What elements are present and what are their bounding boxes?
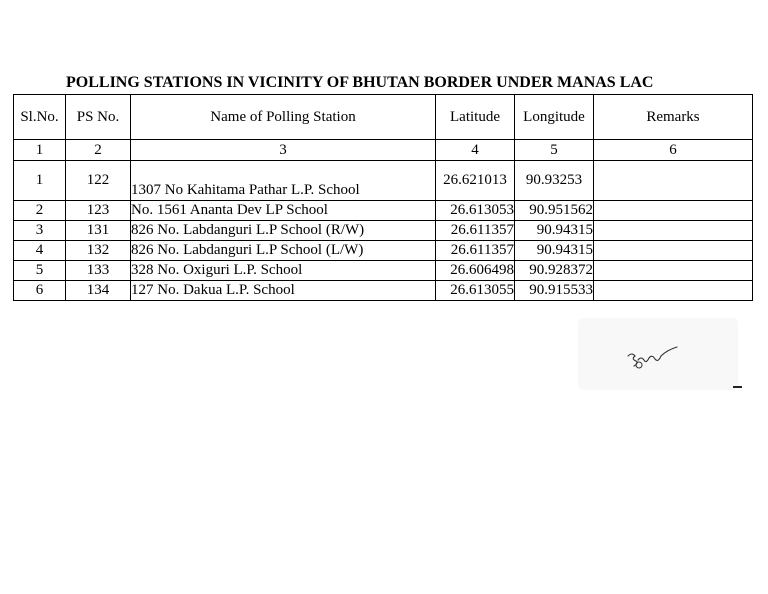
table-row [14, 221, 753, 241]
table-row [14, 261, 753, 281]
cell-latitude: 26.613055 [436, 281, 515, 301]
cell-psno: 131 [66, 221, 131, 241]
handwritten-signature [600, 340, 690, 374]
cell-psno: 132 [66, 241, 131, 261]
cell-remarks [594, 201, 753, 221]
cell-slno: 3 [14, 221, 66, 241]
cell-longitude: 90.928372 [515, 261, 594, 281]
cell-latitude: 26.611357 [436, 241, 515, 261]
cell-slno: 4 [14, 241, 66, 261]
cell-latitude: 26.621013 [436, 161, 515, 201]
cell-longitude: 90.951562 [515, 201, 594, 221]
cell-longitude: 90.94315 [515, 221, 594, 241]
column-number: 5 [515, 140, 594, 161]
cell-longitude: 90.94315 [515, 241, 594, 261]
cell-slno: 5 [14, 261, 66, 281]
cell-psno: 134 [66, 281, 131, 301]
table-row [14, 201, 753, 221]
signature-dash [733, 386, 742, 388]
cell-longitude: 90.93253 [515, 161, 594, 201]
cell-slno: 1 [14, 161, 66, 201]
cell-name: No. 1561 Ananta Dev LP School [131, 201, 436, 221]
cell-psno: 123 [66, 201, 131, 221]
cell-remarks [594, 161, 753, 201]
cell-remarks [594, 241, 753, 261]
cell-latitude: 26.606498 [436, 261, 515, 281]
polling-stations-table [13, 94, 753, 301]
column-number: 2 [66, 140, 131, 161]
cell-name: 127 No. Dakua L.P. School [131, 281, 436, 301]
cell-psno: 133 [66, 261, 131, 281]
column-header-slno: Sl.No. [14, 95, 66, 140]
column-header-latitude: Latitude [436, 95, 515, 140]
column-number: 1 [14, 140, 66, 161]
cell-psno: 122 [66, 161, 131, 201]
cell-slno: 2 [14, 201, 66, 221]
column-header-remarks: Remarks [594, 95, 753, 140]
cell-latitude: 26.611357 [436, 221, 515, 241]
column-number: 4 [436, 140, 515, 161]
column-number: 6 [594, 140, 753, 161]
table-row [14, 241, 753, 261]
cell-name: 826 No. Labdanguri L.P School (L/W) [131, 241, 436, 261]
cell-longitude: 90.915533 [515, 281, 594, 301]
cell-latitude: 26.613053 [436, 201, 515, 221]
column-number-row [14, 140, 753, 161]
cell-name: 1307 No Kahitama Pathar L.P. School [131, 161, 436, 201]
table-row [14, 161, 753, 201]
table-header-row [14, 95, 753, 140]
column-header-psno: PS No. [66, 95, 131, 140]
cell-slno: 6 [14, 281, 66, 301]
table-row [14, 281, 753, 301]
document-title: POLLING STATIONS IN VICINITY OF BHUTAN BORDER UNDER MANAS LAC [66, 74, 654, 91]
column-header-longitude: Longitude [515, 95, 594, 140]
cell-name: 328 No. Oxiguri L.P. School [131, 261, 436, 281]
column-header-name: Name of Polling Station [131, 95, 436, 140]
cell-remarks [594, 281, 753, 301]
column-number: 3 [131, 140, 436, 161]
cell-name: 826 No. Labdanguri L.P School (R/W) [131, 221, 436, 241]
cell-remarks [594, 221, 753, 241]
cell-remarks [594, 261, 753, 281]
